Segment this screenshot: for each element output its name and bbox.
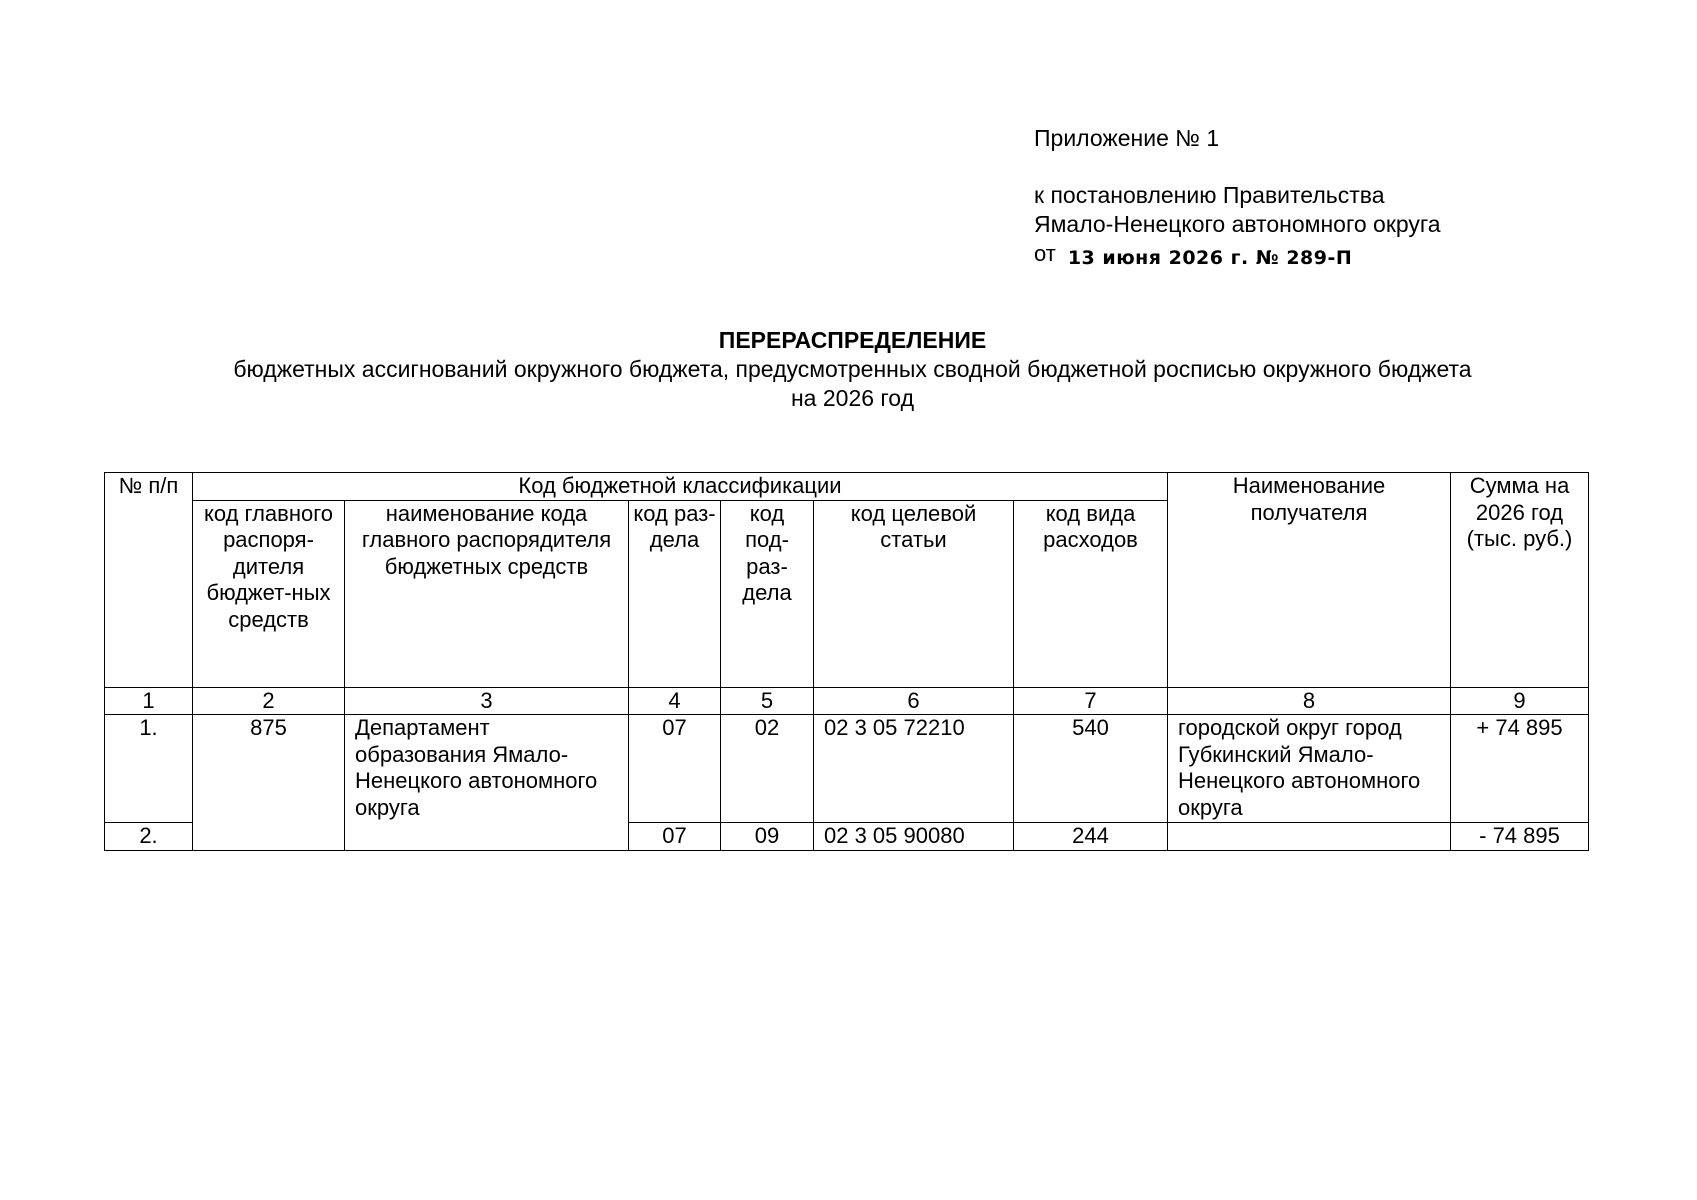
document-subtitle-line-1: бюджетных ассигнований окружного бюджета, предусмотренных сводной бюджетной росписью окружного бюджета [233, 356, 1472, 382]
annex-block [1034, 124, 1441, 273]
row-amount: + 74 895 [1451, 715, 1589, 823]
column-number: 3 [345, 687, 629, 715]
column-number: 8 [1168, 687, 1451, 715]
annex-spacer [1034, 153, 1441, 181]
annex-line-2: Ямало-Ненецкого автономного округа [1034, 211, 1441, 237]
table-row [105, 715, 1589, 823]
row-target: 02 3 05 72210 [814, 715, 1014, 823]
header-gr-name: наименование кода главного распорядителя бюджетных средств [345, 500, 629, 687]
row-recipient [1168, 823, 1451, 851]
annex-date-value: 13 июня 2026 г. № 289-П [1067, 247, 1353, 269]
document-subtitle-line-2: на 2026 год [790, 385, 915, 411]
header-gr-code: код главного распоря-дителя бюджет-ных средств [193, 500, 345, 687]
annex-date-prefix: от [1034, 241, 1056, 266]
header-num: № п/п [105, 473, 193, 688]
row-num: 2. [105, 823, 193, 851]
header-expense-type: код вида расходов [1014, 500, 1168, 687]
column-number: 7 [1014, 687, 1168, 715]
header-classification-group: Код бюджетной классификации [193, 473, 1168, 501]
annex-line-1: к постановлению Правительства [1034, 182, 1385, 208]
row-subsection: 02 [721, 715, 814, 823]
annex-date-line [1034, 239, 1441, 273]
row-target: 02 3 05 90080 [814, 823, 1014, 851]
row-num: 1. [105, 715, 193, 823]
column-number: 5 [721, 687, 814, 715]
row-recipient: городской округ город Губкинский Ямало-Ненецкого автономного округа [1168, 715, 1451, 823]
document-heading: ПЕРЕРАСПРЕДЕЛЕНИЕ [718, 327, 987, 353]
header-section: код раз-дела [629, 500, 721, 687]
column-number: 9 [1451, 687, 1589, 715]
column-number: 4 [629, 687, 721, 715]
row-gr-name: Департамент образования Ямало-Ненецкого автономного округа [345, 715, 629, 851]
table-header-row [105, 473, 1589, 501]
document-title-block [100, 326, 1605, 413]
header-target: код целевой статьи [814, 500, 1014, 687]
column-number-row [105, 687, 1589, 715]
row-section: 07 [629, 715, 721, 823]
column-number: 6 [814, 687, 1014, 715]
row-expense-type: 244 [1014, 823, 1168, 851]
row-subsection: 09 [721, 823, 814, 851]
header-amount: Сумма на 2026 год (тыс. руб.) [1451, 473, 1589, 688]
annex-title: Приложение № 1 [1034, 125, 1220, 151]
column-number: 2 [193, 687, 345, 715]
row-expense-type: 540 [1014, 715, 1168, 823]
row-gr-code: 875 [193, 715, 345, 851]
budget-table [104, 472, 1589, 851]
row-amount: - 74 895 [1451, 823, 1589, 851]
row-section: 07 [629, 823, 721, 851]
header-recipient: Наименование получателя [1168, 473, 1451, 688]
column-number: 1 [105, 687, 193, 715]
header-subsection: код под-раз-дела [721, 500, 814, 687]
